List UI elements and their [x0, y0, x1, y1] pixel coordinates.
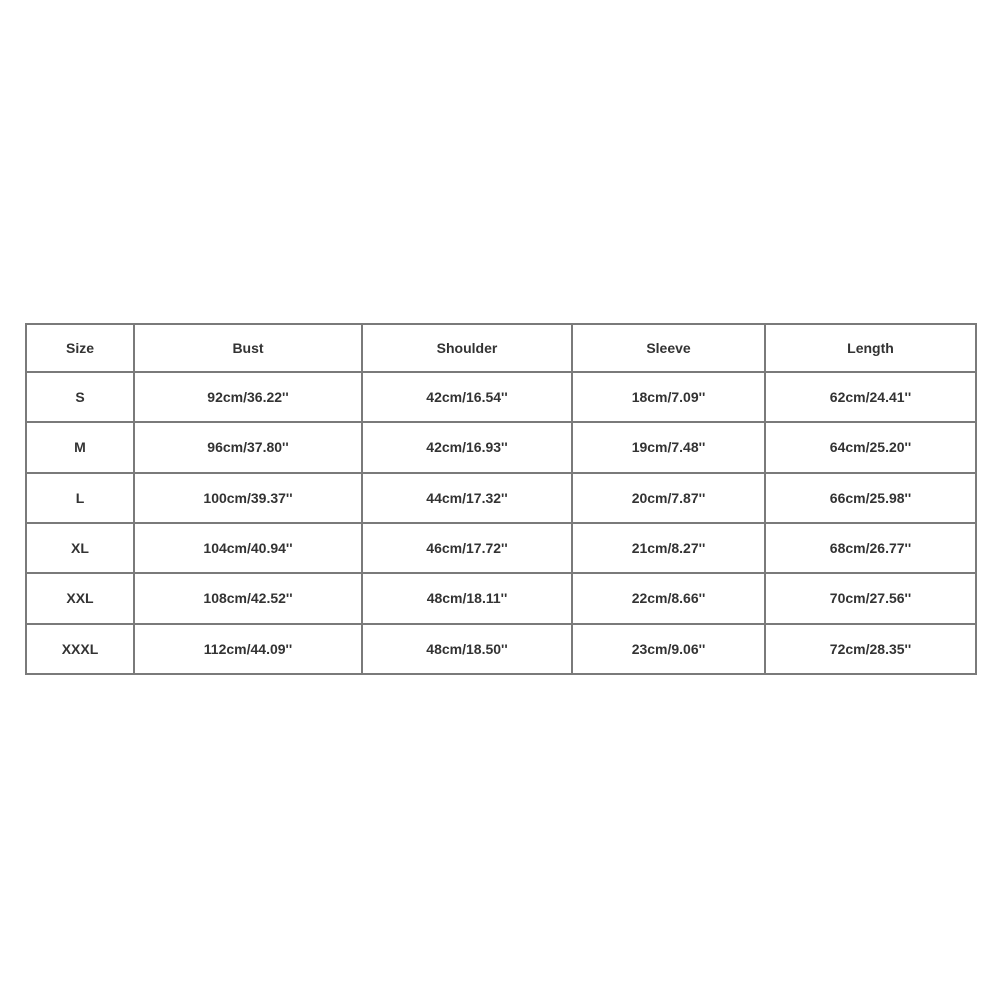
cell-shoulder: 48cm/18.50'': [362, 624, 572, 674]
cell-length: 72cm/28.35'': [765, 624, 976, 674]
cell-length: 64cm/25.20'': [765, 422, 976, 472]
cell-sleeve: 20cm/7.87'': [572, 473, 765, 523]
cell-length: 70cm/27.56'': [765, 573, 976, 623]
cell-length: 66cm/25.98'': [765, 473, 976, 523]
cell-sleeve: 23cm/9.06'': [572, 624, 765, 674]
table-row: [26, 473, 976, 523]
cell-sleeve: 18cm/7.09'': [572, 372, 765, 422]
table-row: [26, 573, 976, 623]
cell-shoulder: 48cm/18.11'': [362, 573, 572, 623]
header-length: Length: [765, 324, 976, 372]
table-row: [26, 523, 976, 573]
cell-size: M: [26, 422, 134, 472]
table-row: [26, 422, 976, 472]
header-shoulder: Shoulder: [362, 324, 572, 372]
cell-shoulder: 46cm/17.72'': [362, 523, 572, 573]
header-size: Size: [26, 324, 134, 372]
cell-sleeve: 22cm/8.66'': [572, 573, 765, 623]
cell-sleeve: 19cm/7.48'': [572, 422, 765, 472]
cell-shoulder: 42cm/16.54'': [362, 372, 572, 422]
cell-size: XXXL: [26, 624, 134, 674]
cell-sleeve: 21cm/8.27'': [572, 523, 765, 573]
cell-bust: 96cm/37.80'': [134, 422, 362, 472]
header-bust: Bust: [134, 324, 362, 372]
cell-bust: 100cm/39.37'': [134, 473, 362, 523]
cell-shoulder: 44cm/17.32'': [362, 473, 572, 523]
header-sleeve: Sleeve: [572, 324, 765, 372]
cell-size: L: [26, 473, 134, 523]
cell-shoulder: 42cm/16.93'': [362, 422, 572, 472]
cell-bust: 104cm/40.94'': [134, 523, 362, 573]
cell-size: XXL: [26, 573, 134, 623]
table-row: [26, 624, 976, 674]
cell-bust: 108cm/42.52'': [134, 573, 362, 623]
table-row: [26, 372, 976, 422]
cell-size: S: [26, 372, 134, 422]
cell-length: 62cm/24.41'': [765, 372, 976, 422]
size-chart-table: [25, 323, 977, 675]
cell-size: XL: [26, 523, 134, 573]
cell-length: 68cm/26.77'': [765, 523, 976, 573]
cell-bust: 112cm/44.09'': [134, 624, 362, 674]
cell-bust: 92cm/36.22'': [134, 372, 362, 422]
table-header-row: [26, 324, 976, 372]
